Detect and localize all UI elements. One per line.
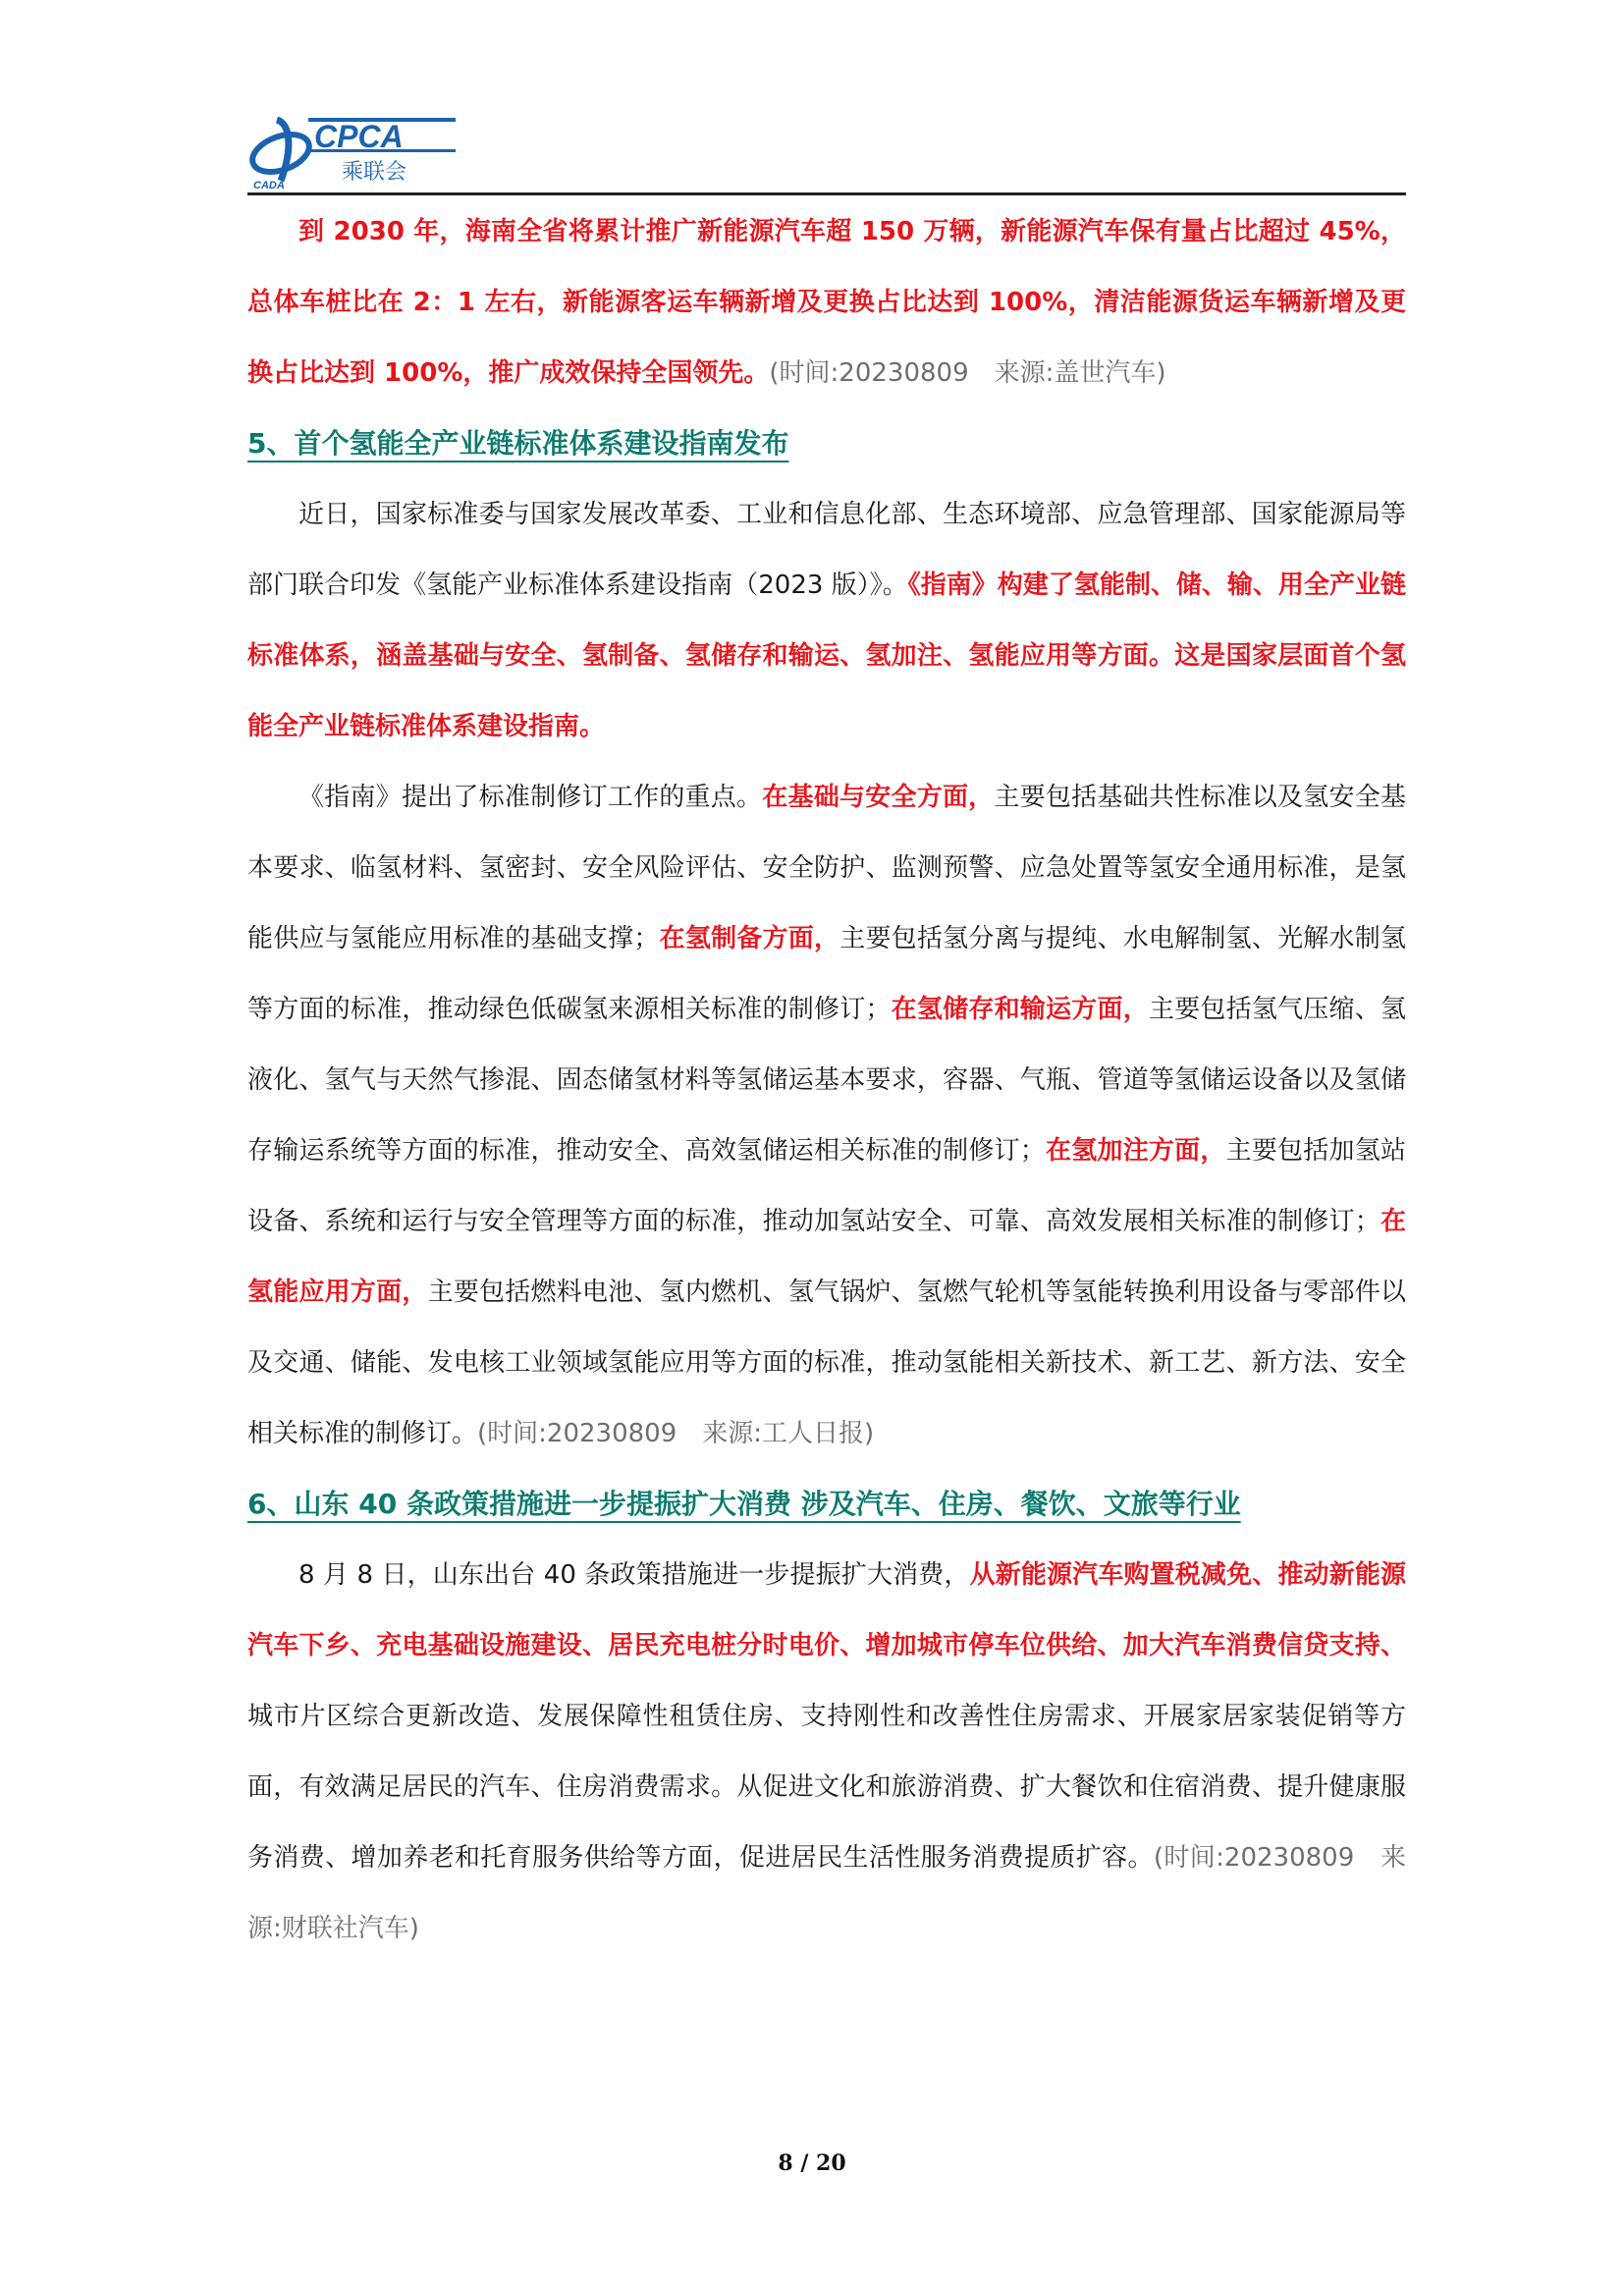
s5p2-text-4: 主要包括氢气压缩、氢液化、氢气与天然气掺混、固态储氢材料等氢储运基本要求，容器、气瓶、管道等氢储运设备以及氢储存输运系统等方面的标准，推动安全、高效氢储运相关标准的制修订； xyxy=(247,995,1406,1166)
s5p2-highlight-1: 在基础与安全方面， xyxy=(762,783,995,812)
page-number xyxy=(0,2150,1624,2176)
s6-source: (时间:20230809 来源:财联社汽车) xyxy=(247,1843,1406,1943)
intro-source: (时间:20230809 来源:盖世汽车) xyxy=(769,358,1166,388)
svg-text:CPCA: CPCA xyxy=(314,119,404,154)
svg-text:CADA: CADA xyxy=(253,180,285,190)
s6-highlight: 从新能源汽车购置税减免、推动新能源汽车下乡、充电基础设施建设、居民充电桩分时电价、增加城市停车位供给、加大汽车消费信贷支持、 xyxy=(247,1560,1406,1660)
s5p2-text-5: 主要包括加氢站设备、系统和运行与安全管理等方面的标准，推动加氢站安全、可靠、高效发展相关标准的制修订； xyxy=(247,1136,1406,1236)
section5-paragraph-2 xyxy=(247,762,1406,1469)
page-total: 20 xyxy=(816,2150,846,2176)
s5p2-highlight-4: 在氢加注方面， xyxy=(1045,1136,1226,1166)
s5p1-highlight: 《指南》构建了氢能制、储、输、用全产业链标准体系，涵盖基础与安全、氢制备、氢储存和输运、氢加注、氢能应用等方面。这是国家层面首个氢能全产业链标准体系建设指南。 xyxy=(247,571,1406,741)
section5-paragraph-1 xyxy=(247,479,1406,762)
s5p2-text-3: 主要包括氢分离与提纯、水电解制氢、光解水制氢等方面的标准，推动绿色低碳氢来源相关标准的制修订； xyxy=(247,924,1406,1024)
s5p2-highlight-3: 在氢储存和输运方面， xyxy=(891,995,1149,1024)
cpca-logo xyxy=(247,110,483,190)
page-separator: / xyxy=(800,2150,809,2176)
intro-paragraph xyxy=(247,196,1406,408)
cpca-logo-graphic xyxy=(247,110,483,190)
section6-paragraph xyxy=(247,1540,1406,1964)
s5p2-text-1: 《指南》提出了标准制修订工作的重点。 xyxy=(298,783,763,812)
s5p2-highlight-2: 在氢制备方面， xyxy=(659,924,840,953)
page-current: 8 xyxy=(778,2150,793,2176)
header-rule xyxy=(247,192,1406,195)
s5p1-text: 近日，国家标准委与国家发展改革委、工业和信息化部、生态环境部、应急管理部、国家能源局等部门联合印发《氢能产业标准体系建设指南（2023 版）》。 xyxy=(247,500,1406,600)
intro-highlight: 到 2030 年，海南全省将累计推广新能源汽车超 150 万辆，新能源汽车保有量占比超过 45%，总体车桩比在 2：1 左右，新能源客运车辆新增及更换占比达到 100%，清洁能源货运车辆新增及更换占比达到 100%，推广成效保持全国领先。 xyxy=(247,217,1406,388)
s5p2-highlight-5: 在氢能应用方面， xyxy=(247,1207,1406,1307)
article-body xyxy=(247,196,1406,1964)
s5p2-text-6: 主要包括燃料电池、氢内燃机、氢气锅炉、氢燃气轮机等氢能转换利用设备与零部件以及交通、储能、发电核工业领域氢能应用等方面的标准，推动氢能相关新技术、新工艺、新方法、安全相关标准的制修订。 xyxy=(247,1278,1406,1448)
section5-title: 5、首个氢能全产业链标准体系建设指南发布 xyxy=(247,427,789,460)
section6-title: 6、山东 40 条政策措施进一步提振扩大消费 涉及汽车、住房、餐饮、文旅等行业 xyxy=(247,1488,1241,1520)
s6-text-1: 8 月 8 日，山东出台 40 条政策措施进一步提振扩大消费， xyxy=(298,1560,970,1590)
s5p2-text-2: 主要包括基础共性标准以及氢安全基本要求、临氢材料、氢密封、安全风险评估、安全防护、监测预警、应急处置等氢安全通用标准，是氢能供应与氢能应用标准的基础支撑； xyxy=(247,783,1406,953)
s6-text-2: 城市片区综合更新改造、发展保障性租赁住房、支持刚性和改善性住房需求、开展家居家装促销等方面，有效满足居民的汽车、住房消费需求。从促进文化和旅游消费、扩大餐饮和住宿消费、提升健康服务消费、增加养老和托育服务供给等方面，促进居民生活性服务消费提质扩容。 xyxy=(247,1702,1406,1873)
svg-text:乘联会: 乘联会 xyxy=(342,160,407,185)
s5p2-source: (时间:20230809 来源:工人日报) xyxy=(477,1419,875,1448)
